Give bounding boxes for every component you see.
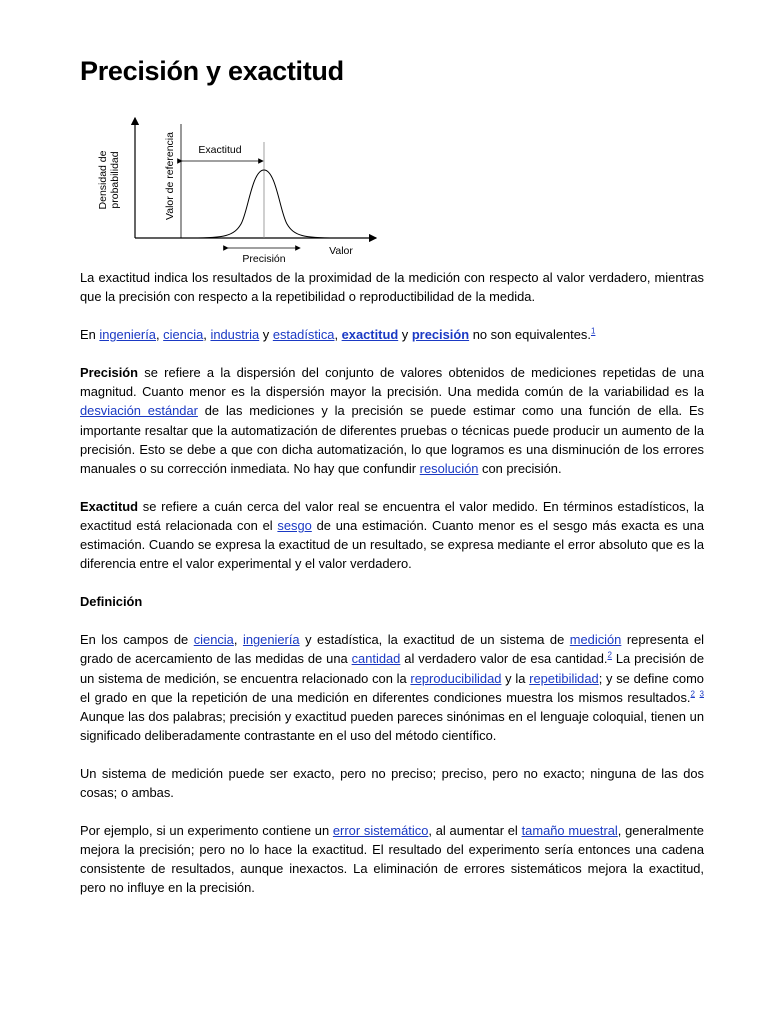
text-span: y estadística, la exactitud de un sistema de bbox=[299, 632, 570, 648]
link-cantidad[interactable]: cantidad bbox=[351, 651, 401, 667]
y-axis-label-line2: probabilidad bbox=[109, 151, 121, 209]
text-span: La precisión de un sistema de medición, se encuentra relacionado con la bbox=[80, 651, 705, 686]
link-repetibilidad[interactable]: repetibilidad bbox=[529, 670, 599, 686]
link-estadistica[interactable]: estadística bbox=[272, 327, 335, 343]
paragraph-equivalence bbox=[80, 325, 704, 344]
text-span: no son equivalentes. bbox=[469, 327, 591, 343]
text-span: se refiere a la dispersión del conjunto de valores obtenidos de mediciones repetidas de una magnitud. Cuanto menor es la dispersión mayor la precisión. Una medida común de la variabilidad es la bbox=[80, 365, 704, 400]
text-span: representa el grado de acercamiento de las medidas de una bbox=[80, 632, 705, 667]
text-span: , bbox=[203, 327, 211, 343]
link-error-sistematico[interactable]: error sistemático bbox=[332, 823, 429, 839]
text-span: , al aumentar el bbox=[428, 823, 522, 839]
link-ciencia-2[interactable]: ciencia bbox=[193, 632, 234, 648]
link-exactitud[interactable]: exactitud bbox=[341, 327, 399, 343]
term-exactitud: Exactitud bbox=[80, 498, 139, 514]
link-precision[interactable]: precisión bbox=[411, 327, 470, 343]
text-span: En bbox=[80, 327, 100, 343]
reference-value-label: Valor de referencia bbox=[164, 132, 176, 220]
paragraph-ejemplo bbox=[80, 821, 704, 897]
text-span: y bbox=[259, 327, 273, 343]
page-title: Precisión y exactitud bbox=[80, 56, 344, 86]
link-ingenieria[interactable]: ingeniería bbox=[99, 327, 156, 343]
link-medicion[interactable]: medición bbox=[569, 632, 622, 648]
term-precision: Precisión bbox=[80, 365, 139, 381]
text-span: , bbox=[233, 632, 243, 648]
link-reproducibilidad[interactable]: reproducibilidad bbox=[410, 670, 502, 686]
text-span: ; y se define como el grado en que la repetición de una medición en diferentes condiciones muestra los mismos resultados. bbox=[80, 670, 704, 705]
link-ingenieria-2[interactable]: ingeniería bbox=[242, 632, 300, 648]
text-span: , bbox=[155, 327, 164, 343]
text-span: se refiere a cuán cerca del valor real se encuentra el valor medido. En términos estadísticos, la exactitud está relacionada con el bbox=[80, 498, 704, 533]
footnote-ref-2[interactable]: 2 bbox=[607, 651, 612, 661]
link-desviacion-estandar[interactable]: desviación estándar bbox=[80, 403, 198, 419]
y-axis-label-line1: Densidad de bbox=[97, 150, 109, 210]
accuracy-precision-diagram bbox=[96, 112, 386, 264]
paragraph-intro: La exactitud indica los resultados de la proximidad de la medición con respecto al valor verdadero, mientras que la precisión con respecto a la repetibilidad o reproductibilidad de la medida. bbox=[80, 270, 704, 305]
precision-label: Precisión bbox=[242, 253, 286, 264]
footnote-ref-3[interactable]: 3 bbox=[699, 689, 704, 699]
body-text bbox=[80, 268, 704, 916]
heading-text: Definición bbox=[80, 594, 143, 610]
text-span: Por ejemplo, si un experimento contiene un bbox=[80, 823, 333, 839]
link-industria[interactable]: industria bbox=[210, 327, 260, 343]
text-span: y bbox=[398, 327, 412, 343]
exactitud-label: Exactitud bbox=[198, 144, 242, 156]
link-tamano-muestral[interactable]: tamaño muestral bbox=[521, 823, 618, 839]
text-span: con precisión. bbox=[478, 460, 562, 476]
link-ciencia[interactable]: ciencia bbox=[163, 327, 204, 343]
text-span: Aunque las dos palabras; precisión y exactitud pueden pareces sinónimas en el lenguaje coloquial, tienen un significado deliberadamente contrastante en el uso del método científico. bbox=[80, 708, 704, 743]
x-axis-label: Valor bbox=[329, 245, 353, 257]
text-span: En los campos de bbox=[80, 632, 194, 648]
link-resolucion[interactable]: resolución bbox=[419, 460, 479, 476]
section-heading-definicion bbox=[80, 592, 704, 611]
text-span: de una estimación. Cuanto menor es el sesgo más exacta es una estimación. Cuando se expresa la exactitud de un resultado, se expresa mediante el error absoluto que es la diferencia entre el valor experimental y el valor verdadero. bbox=[80, 517, 704, 572]
footnote-ref-2b[interactable]: 2 bbox=[690, 689, 695, 699]
text-span: al verdadero valor de esa cantidad. bbox=[400, 651, 608, 667]
text-span: , bbox=[334, 327, 342, 343]
link-sesgo[interactable]: sesgo bbox=[277, 517, 312, 533]
text-span: de las mediciones y la precisión se puede estimar como una función de ella. Es importante resaltar que la automatización de diferentes pruebas o técnicas puede producir un aumento de la precisión. Esto se debe a que con dicha automatización, lo que logramos es una disminución de los errores manuales o su corrección inmediata. No hay que confundir bbox=[80, 403, 704, 476]
paragraph-precision bbox=[80, 363, 704, 478]
paragraph-exactitud bbox=[80, 497, 704, 573]
paragraph-sistema: Un sistema de medición puede ser exacto, pero no preciso; preciso, pero no exacto; ninguna de las dos cosas; o ambas. bbox=[80, 765, 704, 800]
text-span: , generalmente mejora la precisión; pero no lo hace la exactitud. El resultado del experimento sería entonces una cadena consistente de resultados, aunque inexactos. La eliminación de errores sistemáticos mejora la exactitud, pero no influye en la precisión. bbox=[80, 823, 704, 896]
text-span: y la bbox=[501, 670, 530, 686]
footnote-ref-1[interactable]: 1 bbox=[590, 326, 596, 336]
paragraph-definicion bbox=[80, 630, 704, 745]
